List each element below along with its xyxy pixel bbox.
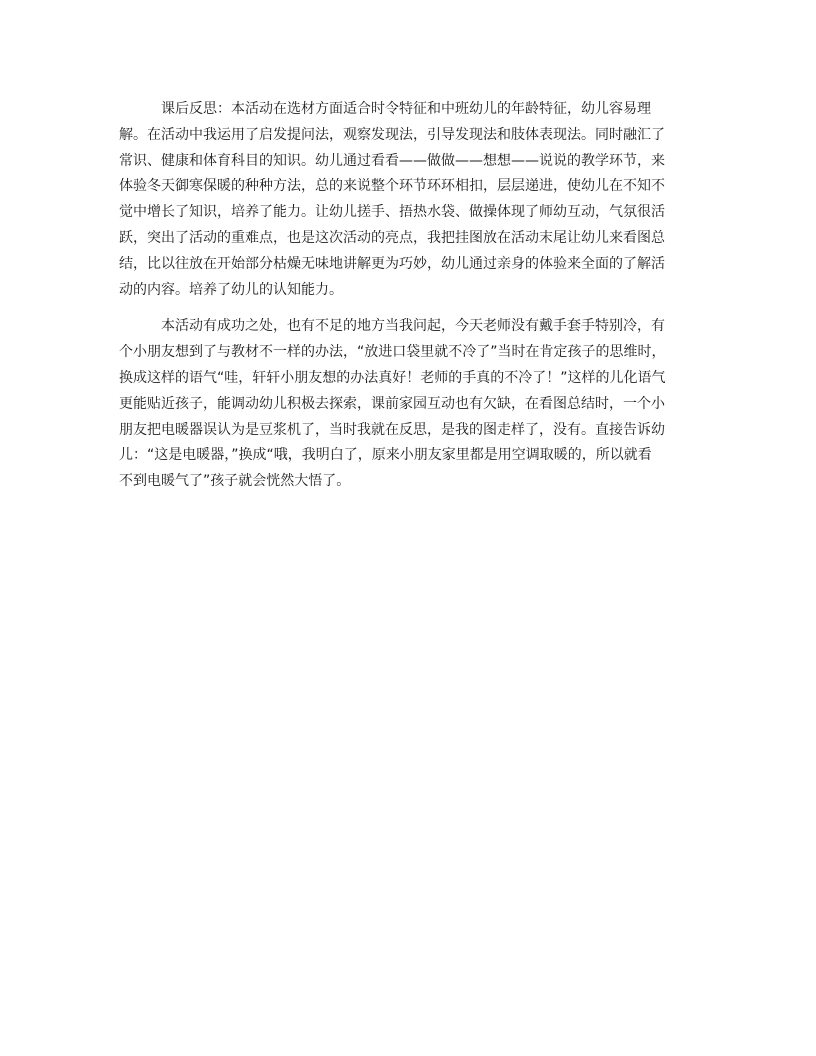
text-line: 觉中增长了知识，培养了能力。让幼儿搓手、捂热水袋、做操体现了师幼互动，气氛很活 <box>119 204 665 221</box>
text-line: 结，比以往放在开始部分枯燥无味地讲解更为巧妙，幼儿通过亲身的体验来全面的了解活 <box>119 255 665 272</box>
paragraph-shortcomings <box>119 314 697 495</box>
text-line: 个小朋友想到了与教材不一样的办法，“放进口袋里就不冷了”当时在肯定孩子的思维时， <box>119 344 666 361</box>
text-line: 本活动有成功之处，也有不足的地方当我问起，今天老师没有戴手套手特别冷，有 <box>161 318 665 335</box>
text-line: 常识、健康和体育科目的知识。幼儿通过看看——做做——想想——说说的教学环节，来 <box>119 152 665 169</box>
text-line: 解。在活动中我运用了启发提问法，观察发现法，引导发现法和肢体表现法。同时融汇了 <box>119 126 665 143</box>
text-line: 儿：“这是电暖器，”换成“哦，我明白了，原来小朋友家里都是用空调取暖的，所以就看 <box>119 447 652 464</box>
text-line: 跃，突出了活动的重难点，也是这次活动的亮点，我把挂图放在活动末尾让幼儿来看图总 <box>119 229 665 246</box>
text-line: 不到电暖气了”孩子就会恍然大悟了。 <box>119 473 351 490</box>
paragraph-reflection <box>119 97 697 303</box>
document-body <box>119 97 697 495</box>
text-line: 换成这样的语气“哇，轩轩小朋友想的办法真好！老师的手真的不冷了！”这样的儿化语气 <box>119 369 666 386</box>
text-line: 体验冬天御寒保暖的种种方法，总的来说整个环节环环相扣，层层递进，使幼儿在不知不 <box>119 178 665 195</box>
text-line: 更能贴近孩子，能调动幼儿积极去探索，课前家园互动也有欠缺，在看图总结时，一个小 <box>119 395 665 412</box>
text-line: 朋友把电暖器误认为是豆浆机了，当时我就在反思，是我的图走样了，没有。直接告诉幼 <box>119 421 665 438</box>
text-line: 动的内容。培养了幼儿的认知能力。 <box>119 281 343 298</box>
text-line: 课后反思：本活动在选材方面适合时令特征和中班幼儿的年龄特征，幼儿容易理 <box>161 101 651 117</box>
